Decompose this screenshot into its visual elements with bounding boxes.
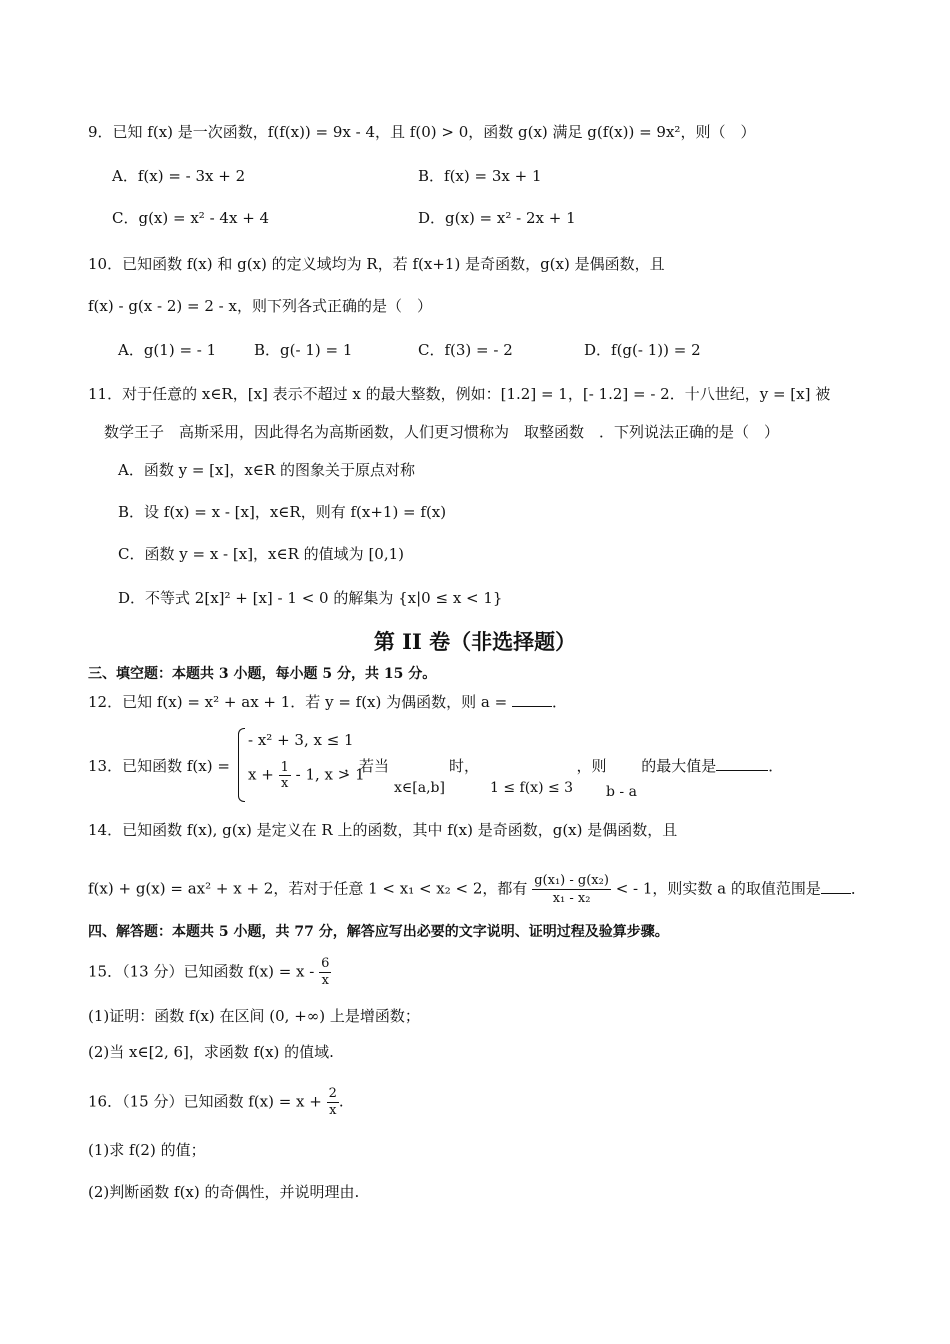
- q13-condition-x: x∈[a,b]: [394, 780, 445, 796]
- q14-fraction-numerator: g(x₁) - g(x₂): [534, 873, 609, 888]
- q13-middle-text: ，若当 时， ，则 的最大值是: [344, 757, 717, 775]
- q11-option-a: A．函数 y = [x]，x∈R 的图象关于原点对称: [118, 461, 415, 479]
- q16-fraction: [327, 1086, 339, 1119]
- q14-fraction-denominator: x₁ - x₂: [552, 891, 591, 906]
- q13-end: ．: [768, 757, 784, 775]
- q15-stem: [88, 956, 331, 989]
- part3-heading: 三、填空题：本题共 3 小题，每小题 5 分，共 15 分。: [88, 666, 437, 682]
- q9-option-a: A．f(x) = - 3x + 2: [112, 167, 246, 185]
- q10-option-c: C．f(3) = - 2: [418, 341, 513, 359]
- q13-case-2b: - 1, x > 1: [295, 765, 365, 784]
- q12-end: ．: [551, 693, 567, 711]
- q9-option-c: C．g(x) = x² - 4x + 4: [112, 209, 270, 227]
- q14-answer-blank: [821, 879, 851, 894]
- q13-fraction: [279, 760, 291, 791]
- q13-prefix: 13．已知函数 f(x) =: [88, 757, 230, 775]
- q10-option-b: B．g(- 1) = 1: [254, 341, 353, 359]
- q15-stem-text: 15．（13 分）已知函数 f(x) = x -: [88, 962, 315, 981]
- q16-stem-text: 16．（15 分）已知函数 f(x) = x +: [88, 1092, 322, 1111]
- q15-part-2: (2)当 x∈[2, 6]，求函数 f(x) 的值域.: [88, 1043, 334, 1061]
- q10-stem-line1: 10．已知函数 f(x) 和 g(x) 的定义域均为 R，若 f(x+1) 是奇函数，g(x) 是偶函数，且: [88, 255, 665, 273]
- q11-option-b: B．设 f(x) = x - [x]，x∈R，则有 f(x+1) = f(x): [118, 503, 447, 521]
- q13-fraction-numerator: 1: [280, 760, 289, 775]
- section-2-title: 第 II 卷（非选择题）: [373, 629, 577, 654]
- q14-line-2: [88, 872, 866, 907]
- q16-fraction-denominator: x: [329, 1103, 337, 1118]
- q11-stem-line2: 数学王子 高斯采用，因此得名为高斯函数，人们更习惯称为 取整函数 ．下列说法正确的是（ ）: [104, 423, 780, 441]
- q14-line-1: 14．已知函数 f(x), g(x) 是定义在 R 上的函数，其中 f(x) 是奇函数，g(x) 是偶函数，且: [88, 821, 678, 839]
- q10-option-a: A．g(1) = - 1: [118, 341, 217, 359]
- q16-part-2: (2)判断函数 f(x) 的奇偶性，并说明理由.: [88, 1183, 360, 1201]
- q15-fraction: [319, 956, 331, 989]
- q11-option-d: D．不等式 2[x]² + [x] - 1 < 0 的解集为 {x|0 ≤ x < 1}: [118, 589, 503, 607]
- q11-option-c: C．函数 y = x - [x]，x∈R 的值域为 [0,1): [118, 545, 405, 563]
- q16-end: .: [338, 1092, 344, 1111]
- q13-piecewise-brace: [238, 728, 245, 802]
- q13-condition-f: 1 ≤ f(x) ≤ 3: [490, 780, 574, 796]
- q9-stem: 9．已知 f(x) 是一次函数，f(f(x)) = 9x - 4，且 f(0) > 0，函数 g(x) 满足 g(f(x)) = 9x²，则（ ）: [88, 123, 756, 141]
- q15-fraction-denominator: x: [321, 973, 329, 988]
- part4-heading: 四、解答题：本题共 5 小题，共 77 分，解答应写出必要的文字说明、证明过程及验算步骤。: [88, 924, 669, 940]
- q16-stem: [88, 1086, 344, 1119]
- q16-fraction-numerator: 2: [328, 1086, 337, 1101]
- q10-option-d: D．f(g(- 1)) = 2: [584, 341, 701, 359]
- q12-answer-blank: [512, 692, 552, 707]
- q13-fraction-denominator: x: [281, 776, 289, 791]
- q12-text: [88, 692, 567, 712]
- q10-stem-line2: f(x) - g(x - 2) = 2 - x，则下列各式正确的是（ ）: [88, 297, 432, 315]
- q12-stem: 12．已知 f(x) = x² + ax + 1．若 y = f(x) 为偶函数，则 a =: [88, 693, 508, 711]
- q13-condition-ba: b - a: [606, 784, 637, 800]
- q16-part-1: (1)求 f(2) 的值；: [88, 1141, 206, 1159]
- q11-stem-line1: 11．对于任意的 x∈R，[x] 表示不超过 x 的最大整数，例如：[1.2] = 1，[- 1.2] = - 2．十八世纪，y = [x] 被: [88, 385, 831, 403]
- q13-case-2a: x +: [248, 765, 274, 784]
- q13-answer-blank: [716, 756, 768, 771]
- q14-line-2a: f(x) + g(x) = ax² + x + 2，若对于任意 1 < x₁ < x₂ < 2，都有: [88, 879, 528, 898]
- q14-fraction: [532, 872, 611, 907]
- q13-middle: [344, 756, 783, 776]
- q15-fraction-numerator: 6: [321, 956, 330, 971]
- q14-end: ．: [850, 879, 866, 898]
- q15-part-1: (1)证明：函数 f(x) 在区间 (0, +∞) 上是增函数；: [88, 1007, 420, 1025]
- q9-option-d: D．g(x) = x² - 2x + 1: [418, 209, 576, 227]
- q14-line-2b: < - 1，则实数 a 的取值范围是: [615, 879, 821, 898]
- q9-option-b: B．f(x) = 3x + 1: [418, 167, 542, 185]
- q13-case-1: - x² + 3, x ≤ 1: [248, 731, 354, 749]
